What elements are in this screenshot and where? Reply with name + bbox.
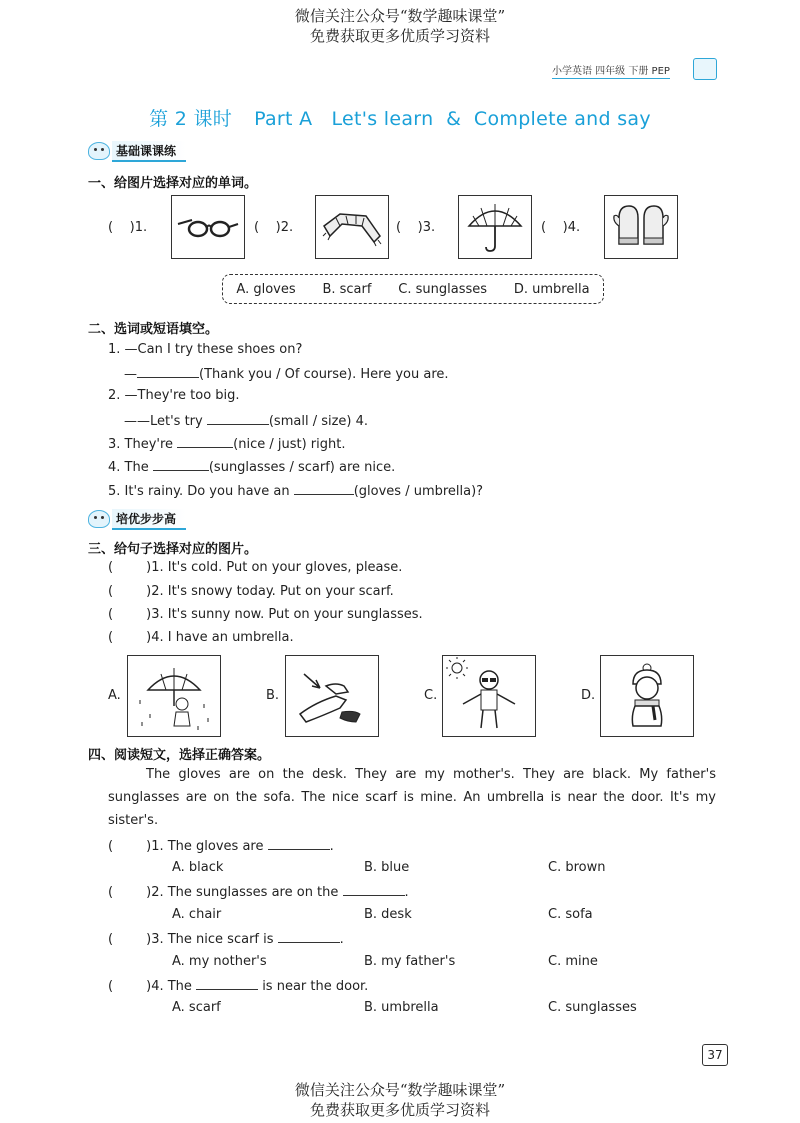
q2-choice-b[interactable]: B. desk [364,907,412,922]
picture-label-c: C. [424,688,438,703]
gloves-icon [605,196,677,258]
option-c: C. sunglasses [398,281,488,297]
s3-item-1: ( )1. It's cold. Put on your gloves, please. [108,560,403,575]
s2-line-3: 3. They're (nice / just) right. [108,437,346,452]
item-number: 2. [280,220,294,235]
answer-paren[interactable]: ( ) [108,979,152,994]
q4-choice-a[interactable]: A. scarf [172,1000,221,1015]
gloves-picture [604,195,678,259]
badge-advanced [88,510,186,528]
answer-paren[interactable]: ( ) [108,839,152,854]
lesson-part: Part A Let's learn & Complete and say [254,108,651,130]
answer-paren[interactable]: ( ) [108,560,152,575]
umbrella-picture [458,195,532,259]
badge-advanced-label: 培优步步高 [112,509,186,530]
q4-choice-c[interactable]: C. sunglasses [548,1000,637,1015]
q1-choice-c[interactable]: C. brown [548,860,606,875]
fill-blank[interactable] [137,365,199,378]
section2-heading: 二、选词或短语填空。 [88,322,219,337]
bear-icon [88,142,110,160]
answer-paren[interactable]: ( ) [108,220,135,235]
section1-heading: 一、给图片选择对应的单词。 [88,176,258,191]
s1-item-4 [541,220,580,235]
child-scarf-icon [601,656,693,736]
s2-line-1: 1. —Can I try these shoes on? [108,342,303,357]
bear-logo-icon [693,58,717,80]
s2-line-4: 4. The (sunglasses / scarf) are nice. [108,460,396,475]
option-d: D. umbrella [513,281,590,297]
badge-basic [88,142,186,160]
hands-gloves-icon [286,656,378,736]
q1-choice-b[interactable]: B. blue [364,860,410,875]
section3-heading: 三、给句子选择对应的图片。 [88,542,258,557]
boy-sunglasses-icon [443,656,535,736]
s2-line-2: 2. —They're too big. [108,388,240,403]
q1-choice-a[interactable]: A. black [172,860,224,875]
s4-question-4: ( )4. The is near the door. [108,979,369,994]
scarf-icon [316,196,388,258]
answer-paren[interactable]: ( ) [108,584,152,599]
s1-item-2 [254,220,293,235]
watermark-line-2: 免费获取更多优质学习资料 [309,1101,490,1119]
q4-choice-b[interactable]: B. umbrella [364,1000,439,1015]
picture-a [127,655,221,737]
answer-paren[interactable]: ( ) [108,932,152,947]
s3-item-3: ( )3. It's sunny now. Put on your sunglasses. [108,607,423,622]
reading-passage: The gloves are on the desk. They are my mother's. They are black. My father's sunglasses are on the sofa. The nice scarf is mine. An umbrella is near the door. It's my sister's. [108,767,716,828]
q2-choice-c[interactable]: C. sofa [548,907,593,922]
picture-label-b: B. [266,688,280,703]
glasses-icon [172,196,244,258]
s2-line-1b: — (Thank you / Of course). Here you are. [124,367,449,382]
bear-icon [88,510,110,528]
word-options [222,274,604,304]
page-title [0,104,800,131]
picture-b [285,655,379,737]
answer-paren[interactable]: ( ) [108,885,152,900]
section4-heading: 四、阅读短文，选择正确答案。 [88,748,271,763]
lesson-number: 第 2 课时 [149,108,233,130]
scarf-picture [315,195,389,259]
watermark-bottom [0,1080,800,1120]
answer-paren[interactable]: ( ) [541,220,568,235]
item-number: 3. [422,220,436,235]
item-number: 1. [134,220,148,235]
s3-item-2: ( )2. It's snowy today. Put on your scarf. [108,584,394,599]
s2-line-2b: ——Let's try (small / size) 4. [124,414,369,429]
answer-paren[interactable]: ( ) [108,607,152,622]
watermark-line-1: 微信关注公众号“数学趣味课堂” [294,7,506,25]
answer-paren[interactable]: ( ) [254,220,281,235]
fill-blank[interactable] [177,435,233,448]
fill-blank[interactable] [153,458,209,471]
picture-label-d: D. [581,688,596,703]
q3-choice-a[interactable]: A. my nother's [172,954,267,969]
s2-line-5: 5. It's rainy. Do you have an (gloves / umbrella)? [108,484,484,499]
s4-question-2: ( )2. The sunglasses are on the . [108,885,409,900]
s1-item-1 [108,220,147,235]
q3-choice-b[interactable]: B. my father's [364,954,456,969]
s1-item-3 [396,220,435,235]
watermark-line-1: 微信关注公众号“数学趣味课堂” [294,1081,506,1099]
fill-blank [268,837,330,850]
q2-choice-a[interactable]: A. chair [172,907,222,922]
s4-question-3: ( )3. The nice scarf is . [108,932,344,947]
fill-blank [196,977,258,990]
fill-blank [343,883,405,896]
fill-blank[interactable] [207,412,269,425]
s4-question-1: ( )1. The gloves are . [108,839,334,854]
picture-d [600,655,694,737]
fill-blank[interactable] [294,482,354,495]
option-a: A. gloves [236,281,296,297]
badge-basic-label: 基础课课练 [112,141,186,162]
fill-blank [278,930,340,943]
series-label: 小学英语 四年级 下册 PEP [552,62,670,79]
umbrella-icon [459,196,531,258]
q3-choice-c[interactable]: C. mine [548,954,598,969]
picture-label-a: A. [108,688,121,703]
glasses-picture [171,195,245,259]
item-number: 4. [567,220,581,235]
watermark-line-2: 免费获取更多优质学习资料 [309,27,490,45]
answer-paren[interactable]: ( ) [108,630,152,645]
picture-c [442,655,536,737]
watermark-top [0,6,800,46]
s3-item-4: ( )4. I have an umbrella. [108,630,294,645]
girl-umbrella-icon [128,656,220,736]
answer-paren[interactable]: ( ) [396,220,423,235]
option-b: B. scarf [322,281,372,297]
page-number: 37 [702,1044,728,1066]
